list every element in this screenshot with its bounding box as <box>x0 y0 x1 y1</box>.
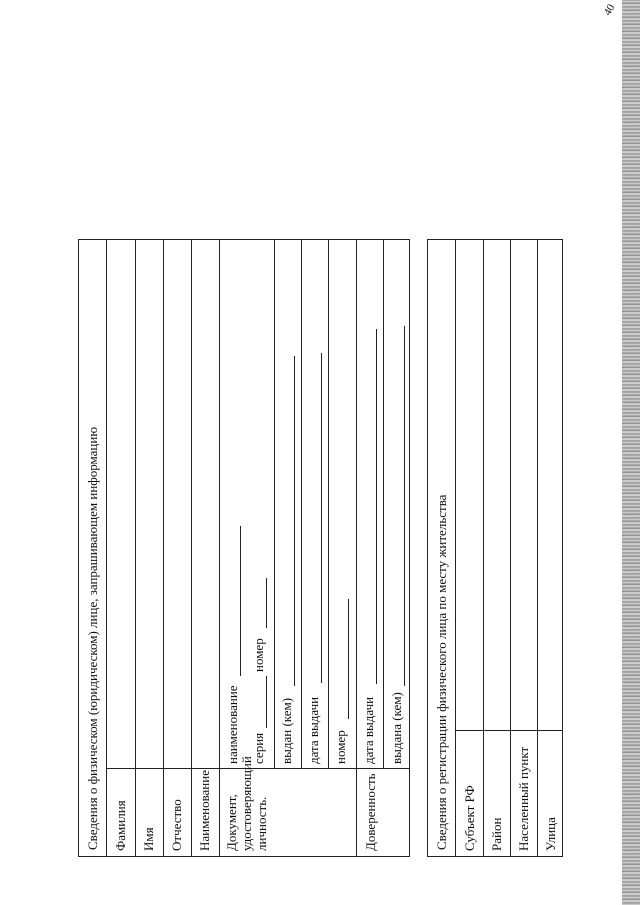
poa-number-label: номер <box>333 730 348 764</box>
org-name-field[interactable] <box>192 240 218 768</box>
registration-section-title: Сведения о регистрации физического лица по месту жительства <box>428 240 456 856</box>
locality-label: Населенный пункт <box>516 746 531 851</box>
patronymic-field[interactable] <box>164 240 190 768</box>
person-section-title: Сведения о физическом (юридическом) лице, запрашивающем информацию <box>79 240 107 856</box>
region-field[interactable] <box>457 240 482 730</box>
id-doc-issued-by-label: выдан (кем) <box>279 697 294 764</box>
power-of-attorney-label: Доверенность <box>363 773 378 851</box>
id-doc-series-line[interactable] <box>266 676 267 728</box>
district-field[interactable] <box>484 240 509 730</box>
id-doc-series-label: серия <box>251 732 266 764</box>
id-doc-name-label: наименование <box>225 685 240 764</box>
registration-label-divider <box>456 730 562 731</box>
poa-issue-date-label: дата выдачи <box>361 696 376 764</box>
poa-issued-by-line[interactable] <box>404 326 405 686</box>
id-doc-number-label: номер <box>251 638 266 672</box>
surname-field[interactable] <box>108 240 134 768</box>
id-doc-issue-date-label: дата выдачи <box>306 696 321 764</box>
name-label: Имя <box>141 827 156 851</box>
poa-number-line[interactable] <box>348 599 349 719</box>
region-label: Субъект РФ <box>462 785 477 851</box>
id-document-label: Документ, удостоверяющий личность. <box>224 756 269 851</box>
locality-field[interactable] <box>511 240 536 730</box>
district-label: Район <box>489 817 504 851</box>
id-doc-issue-date-line[interactable] <box>321 353 322 683</box>
org-name-label: Наименование <box>197 770 212 851</box>
registration-table <box>427 239 563 857</box>
poa-issue-date-line[interactable] <box>376 329 377 684</box>
id-doc-name-line[interactable] <box>240 526 241 676</box>
poa-issued-by-label: выдана (кем) <box>389 692 404 764</box>
street-label: Улица <box>543 817 558 851</box>
id-doc-number-line[interactable] <box>266 578 267 628</box>
patronymic-label: Отчество <box>169 799 184 851</box>
person-info-table <box>78 239 410 857</box>
page-corner-mark: 40 <box>601 2 618 18</box>
surname-label: Фамилия <box>113 800 128 851</box>
id-doc-issued-by-line[interactable] <box>294 356 295 686</box>
name-field[interactable] <box>136 240 162 768</box>
street-field[interactable] <box>538 240 562 730</box>
